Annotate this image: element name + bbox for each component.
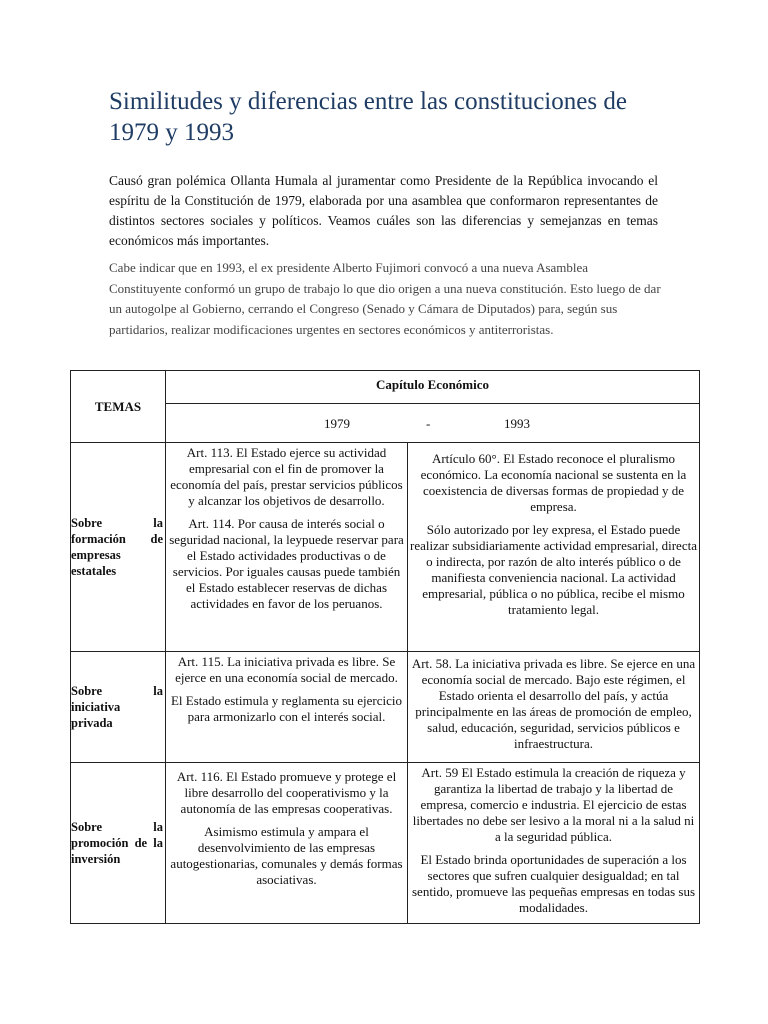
article-text: Asimismo estimula y ampara el desenvolvimiento de las empresas autogestionarias, comunales y demás formas asociativas. [170, 824, 403, 887]
article-text: El Estado estimula y reglamenta su ejercicio para armonizarlo con el interés social. [170, 693, 403, 724]
years-row [71, 404, 700, 443]
years-header [166, 404, 700, 443]
article-text: Art. 114. Por causa de interés social o seguridad nacional, la leypuede reservar para el Estado actividades productivas o de servicios. Por iguales causas puede también el Estado establecer reservas de dichas actividades en favor de los peruanos. [169, 516, 404, 611]
topic-cell: Sobre la iniciativa privada [71, 652, 166, 763]
article-text: Sólo autorizado por ley expresa, el Estado puede realizar subsidiariamente actividad empresarial, directa o indirecta, por razón de alto interés público o de manifiesta conveniencia nacional. La actividad empresarial, pública o no pública, recibe el mismo tratamiento legal. [410, 522, 697, 617]
year-1979: 1979 [324, 416, 350, 431]
intro-paragraph: Causó gran polémica Ollanta Humala al juramentar como Presidente de la República invocando el espíritu de la Constitución de 1979, elaborada por una asamblea que conformaron representantes de distintos sectores sociales y políticos. Veamos cuáles son las diferencias y semejanzas en temas económicos más importantes. [109, 173, 658, 248]
article-text: Art. 113. El Estado ejerce su actividad empresarial con el fin de promover la economía del país, prestar servicios públicos y alcanzar los objetivos de desarrollo. [170, 445, 403, 508]
article-text: Art. 59 El Estado estimula la creación de riqueza y garantiza la libertad de trabajo y la libertad de empresa, comercio e industria. El ejercicio de estas libertades no debe ser lesivo a la moral ni a la salud ni a la seguridad pública. [412, 765, 695, 844]
table-row [71, 652, 700, 763]
article-text: Art. 116. El Estado promueve y protege el libre desarrollo del cooperativismo y la autonomía de las empresas cooperativas. [176, 769, 397, 816]
comparison-table [70, 370, 700, 924]
article-text: El Estado brinda oportunidades de superación a los sectores que sufren cualquier desigualdad; en tal sentido, promueve las pequeñas empresas en todas sus modalidades. [411, 852, 696, 915]
year-separator: - [426, 416, 431, 431]
cell-1993 [408, 763, 700, 924]
table-header-row [71, 371, 700, 404]
table-row [71, 763, 700, 924]
article-text: Art. 58. La iniciativa privada es libre. Se ejerce en una economía social de mercado. Bajo este régimen, el Estado orienta el desarrollo del país, y actúa principalmente en las áreas de promoción de empleo, salud, educación, seguridad, servicios públicos e infraestructura. [411, 656, 696, 751]
cell-1979 [166, 443, 408, 652]
cell-1993 [408, 443, 700, 652]
note-paragraph: Cabe indicar que en 1993, el ex presidente Alberto Fujimori convocó a una nueva Asamblea Constituyente conformó un grupo de trabajo lo que dio origen a una nueva constitución. Esto luego de dar un autogolpe al Gobierno, cerrando el Congreso (Senado y Cámara de Diputados) para, según sus partidarios, realizar modificaciones urgentes en sectores económicos y antiterroristas. [109, 260, 661, 337]
chapter-header: Capítulo Económico [166, 371, 700, 404]
topic-cell: Sobre la formación de empresas estatales [71, 443, 166, 652]
temas-header: TEMAS [71, 371, 166, 443]
topic-cell: Sobre la promoción de la inversión [71, 763, 166, 924]
article-text: Artículo 60°. El Estado reconoce el pluralismo económico. La economía nacional se sustenta en la coexistencia de diversas formas de propiedad y de empresa. [420, 451, 687, 514]
cell-1979 [166, 652, 408, 763]
year-1993: 1993 [504, 416, 530, 431]
page-title: Similitudes y diferencias entre las constituciones de 1979 y 1993 [109, 88, 627, 146]
cell-1993 [408, 652, 700, 763]
cell-1979 [166, 763, 408, 924]
article-text: Art. 115. La iniciativa privada es libre. Se ejerce en una economía social de mercado. [175, 654, 398, 685]
table-row [71, 443, 700, 652]
